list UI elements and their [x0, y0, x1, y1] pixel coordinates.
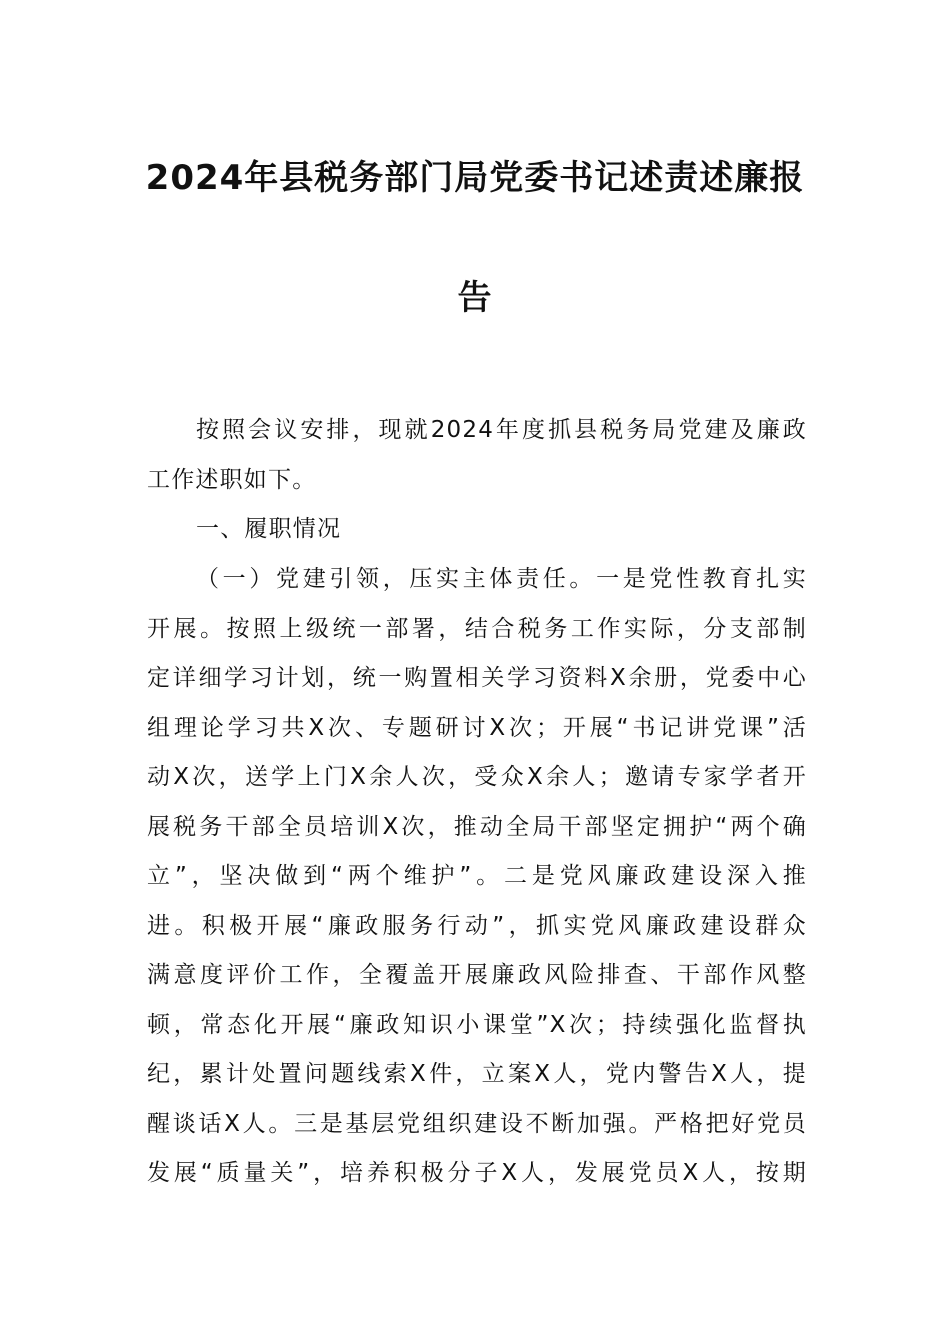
section-heading-1: 一、履职情况 [196, 516, 342, 542]
paragraph-line: 纪，累计处置问题线索X件，立案X人，党内警告X人，提 [147, 1061, 807, 1087]
paragraph-line: 动X次，送学上门X余人次，受众X余人；邀请专家学者开 [147, 764, 807, 790]
paragraph-line: 开展。按照上级统一部署，结合税务工作实际，分支部制 [147, 615, 807, 642]
paragraph-line: 定详细学习计划，统一购置相关学习资料X余册，党委中心 [147, 665, 807, 691]
section-1-paragraph-1 [147, 555, 807, 1199]
paragraph-line: 顿，常态化开展“廉政知识小课堂”X次；持续强化监督执 [147, 1011, 807, 1038]
paragraph-line: （一）党建引领，压实主体责任。一是党性教育扎实 [196, 566, 807, 592]
paragraph-line: 醒谈话X人。三是基层党组织建设不断加强。严格把好党员 [147, 1110, 807, 1137]
intro-line: 工作述职如下。 [147, 466, 317, 493]
intro-paragraph [147, 406, 807, 505]
paragraph-line: 满意度评价工作，全覆盖开展廉政风险排查、干部作风整 [147, 962, 807, 988]
paragraph-line: 立”，坚决做到“两个维护”。二是党风廉政建设深入推 [147, 863, 807, 889]
paragraph-line: 进。积极开展“廉政服务行动”，抓实党风廉政建设群众 [147, 912, 807, 939]
paragraph-line: 展税务干部全员培训X次，推动全局干部坚定拥护“两个确 [147, 813, 807, 840]
paragraph-line: 组理论学习共X次、专题研讨X次；开展“书记讲党课”活 [147, 714, 807, 741]
document-title-line-1: 2024年县税务部门局党委书记述责述廉报 [145, 158, 805, 198]
document-title-line-2: 告 [457, 278, 493, 318]
intro-line: 按照会议安排，现就2024年度抓县税务局党建及廉政 [196, 417, 807, 443]
paragraph-line: 发展“质量关”，培养积极分子X人，发展党员X人，按期 [147, 1160, 807, 1186]
